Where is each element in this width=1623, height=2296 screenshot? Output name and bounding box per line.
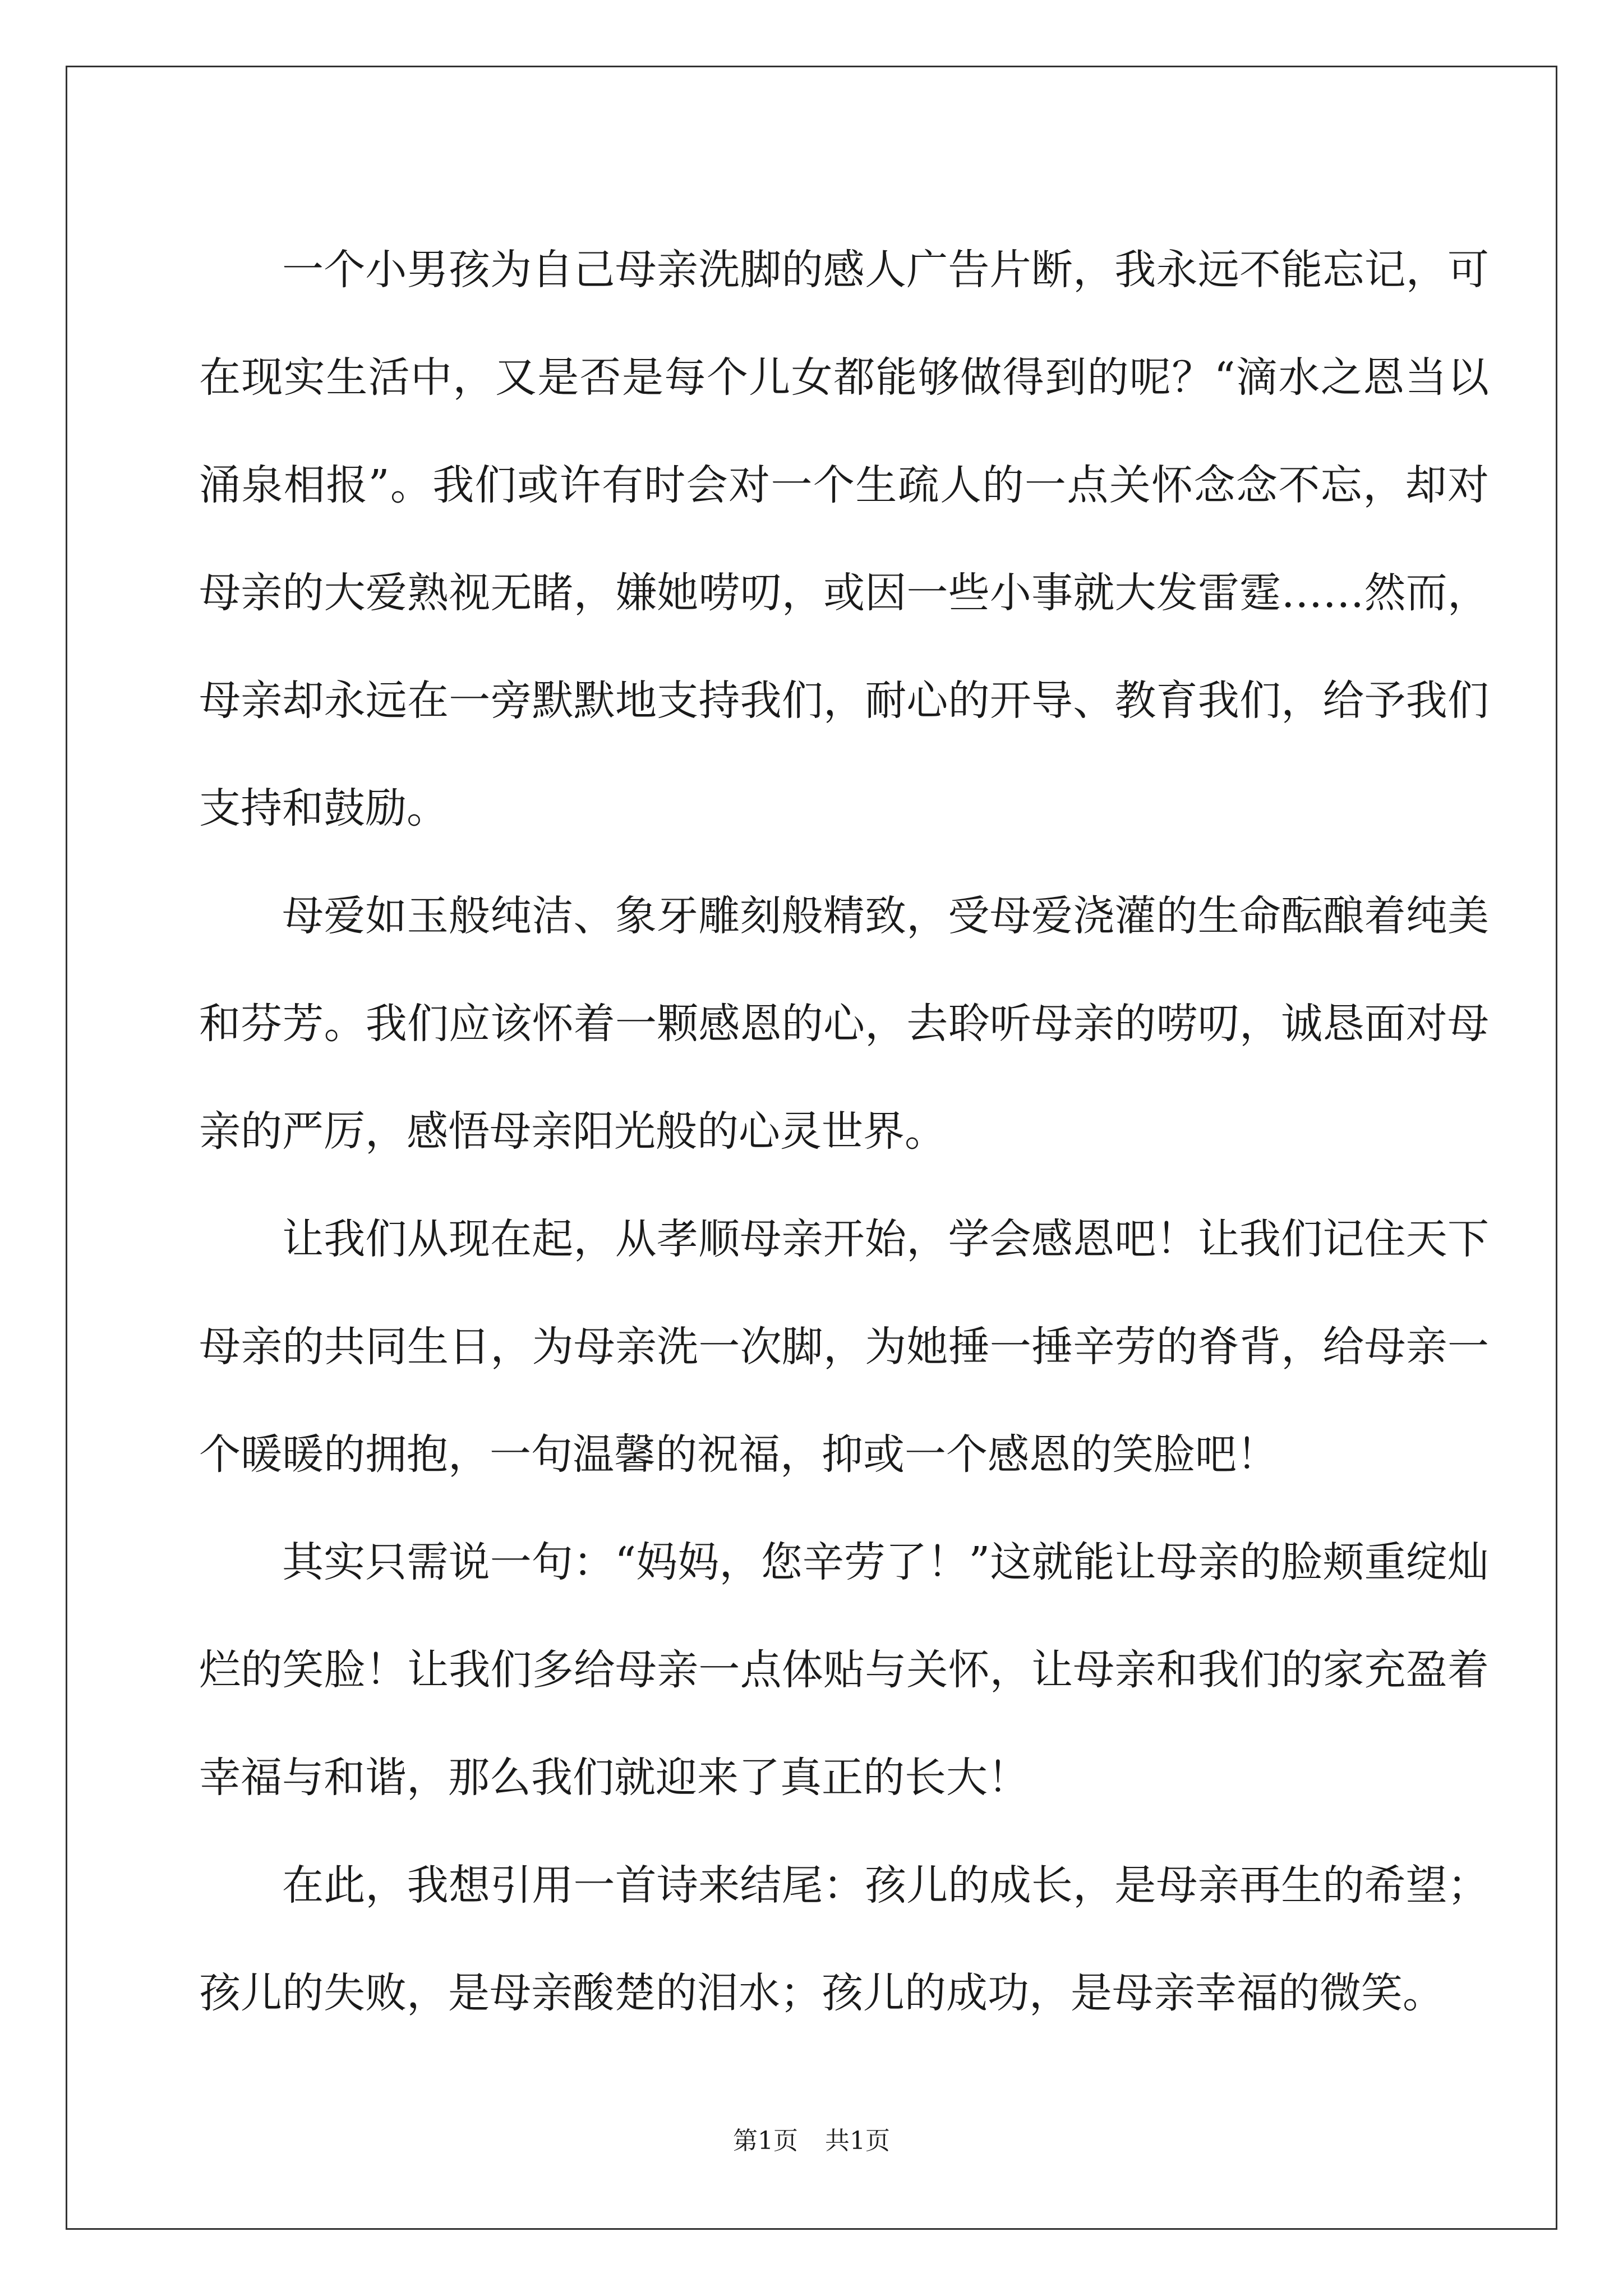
- document-body: [199, 216, 1489, 2047]
- page-number-current: 第1页: [733, 2127, 798, 2155]
- paragraph-3: 让我们从现在起，从孝顺母亲开始，学会感恩吧！让我们记住天下母亲的共同生日，为母亲洗一次脚，为她捶一捶辛劳的脊背，给母亲一个暖暖的拥抱，一句温馨的祝福，抑或一个感恩的笑脸吧！: [199, 1215, 1489, 1479]
- paragraph-2: 母爱如玉般纯洁、象牙雕刻般精致，受母爱浇灌的生命酝酿着纯美和芬芳。我们应该怀着一颗感恩的心，去聆听母亲的唠叨，诚恳面对母亲的严厉，感悟母亲阳光般的心灵世界。: [199, 892, 1489, 1156]
- paragraph-4: 其实只需说一句：“妈妈，您辛劳了！”这就能让母亲的脸颊重绽灿烂的笑脸！让我们多给母亲一点体贴与关怀，让母亲和我们的家充盈着幸福与和谐，那么我们就迎来了真正的长大！: [199, 1538, 1489, 1802]
- paragraph-1: 一个小男孩为自己母亲洗脚的感人广告片断，我永远不能忘记，可在现实生活中，又是否是每个儿女都能够做得到的呢？“滴水之恩当以涌泉相报”。我们或许有时会对一个生疏人的一点关怀念念不忘，却对母亲的大爱熟视无睹，嫌她唠叨，或因一些小事就大发雷霆……然而，母亲却永远在一旁默默地支持我们，耐心的开导、教育我们，给予我们支持和鼓励。: [199, 246, 1489, 832]
- page-number-total: 共1页: [825, 2127, 890, 2155]
- page-footer: [0, 2120, 1623, 2156]
- paragraph-5: 在此，我想引用一首诗来结尾：孩儿的成长，是母亲再生的希望；孩儿的失败，是母亲酸楚的泪水；孩儿的成功，是母亲幸福的微笑。: [199, 1861, 1489, 2017]
